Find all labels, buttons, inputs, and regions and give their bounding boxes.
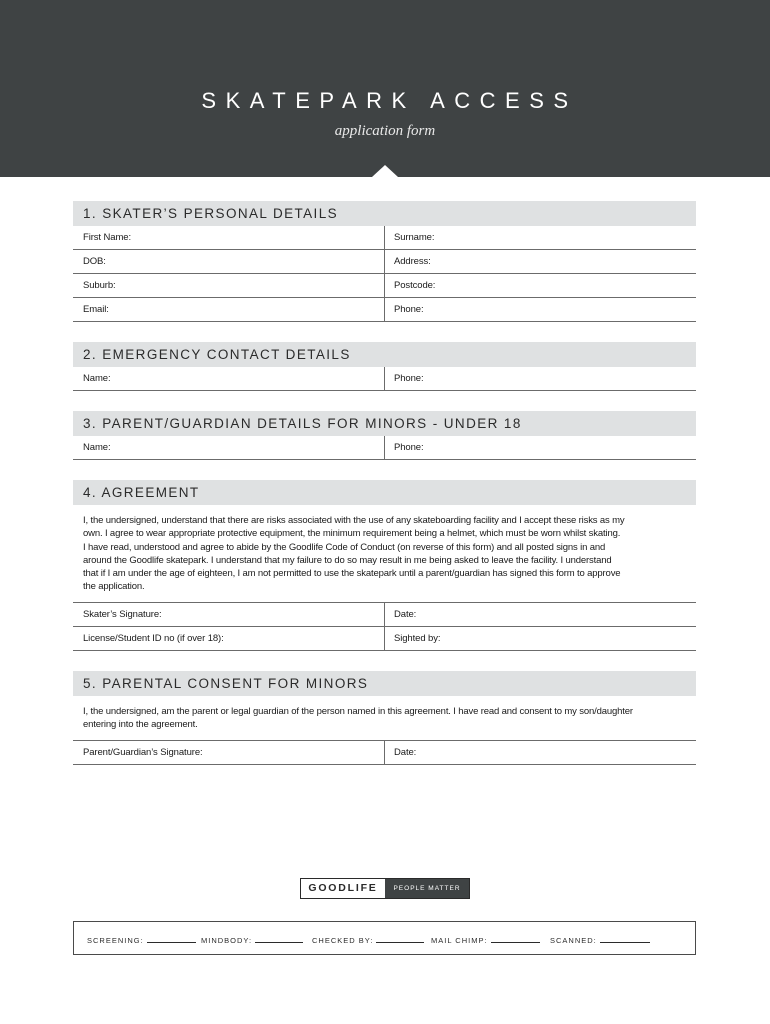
- postcode-field[interactable]: Postcode:: [384, 274, 694, 297]
- header-notch: [372, 165, 398, 177]
- surname-field[interactable]: Surname:: [384, 226, 694, 249]
- section-heading-personal-details: 1. SKATER’S PERSONAL DETAILS: [73, 201, 696, 226]
- form-row: [73, 740, 696, 765]
- dob-field[interactable]: DOB:: [83, 256, 106, 267]
- screening-label: SCREENING:: [87, 936, 144, 945]
- guardian-signature-field[interactable]: Parent/Guardian’s Signature:: [83, 747, 203, 758]
- form-row: [73, 602, 696, 627]
- consent-line: entering into the agreement.: [83, 719, 198, 731]
- logo-brand: GOODLIFE: [308, 882, 378, 894]
- mail-chimp-field[interactable]: [431, 934, 540, 945]
- agreement-date-field[interactable]: Date:: [384, 603, 694, 626]
- mindbody-label: MINDBODY:: [201, 936, 253, 945]
- form-row: [73, 250, 696, 274]
- form-row: [73, 627, 696, 651]
- first-name-field[interactable]: First Name:: [83, 232, 131, 243]
- scanned-line: [600, 934, 650, 943]
- section-heading-emergency-contact: 2. EMERGENCY CONTACT DETAILS: [73, 342, 696, 367]
- license-id-field[interactable]: License/Student ID no (if over 18):: [83, 633, 224, 644]
- agreement-line: I, the undersigned, understand that there are risks associated with the use of any skateboarding facility and I accept these risks as my: [83, 515, 625, 526]
- screening-field[interactable]: [87, 934, 196, 945]
- form-row: [73, 298, 696, 322]
- consent-text: [83, 705, 689, 732]
- consent-line: I, the undersigned, am the parent or legal guardian of the person named in this agreement. I have read and consent to my son/daughter: [83, 706, 633, 717]
- checked-by-line: [376, 934, 424, 943]
- section-heading-agreement: 4. AGREEMENT: [73, 480, 696, 505]
- skater-signature-field[interactable]: Skater’s Signature:: [83, 609, 162, 620]
- checked-by-label: CHECKED BY:: [312, 936, 374, 945]
- form-row: [73, 274, 696, 298]
- section-heading-parental-consent: 5. PARENTAL CONSENT FOR MINORS: [73, 671, 696, 696]
- page-subtitle: application form: [334, 123, 436, 139]
- mindbody-line: [255, 934, 303, 943]
- goodlife-logo: [300, 878, 470, 899]
- agreement-line: I have read, understood and agree to abide by the Goodlife Code of Conduct (on reverse of this form) and all posted signs in and: [83, 541, 606, 553]
- scanned-field[interactable]: [550, 934, 650, 945]
- form-row: [73, 226, 696, 250]
- guardian-name-field[interactable]: Name:: [83, 442, 111, 453]
- guardian-phone-field[interactable]: Phone:: [384, 436, 694, 459]
- form-row: [73, 367, 696, 391]
- mail-chimp-line: [491, 934, 540, 943]
- page-title: SKATEPARK ACCESS: [201, 88, 578, 113]
- suburb-field[interactable]: Suburb:: [83, 280, 116, 291]
- agreement-text: [83, 514, 689, 594]
- mail-chimp-label: MAIL CHIMP:: [431, 936, 488, 945]
- mindbody-field[interactable]: [201, 934, 303, 945]
- email-field[interactable]: Email:: [83, 304, 109, 315]
- agreement-line: around the Goodlife skatepark. I understand that my failure to do so may result in me being asked to leave the facility. I understand: [83, 554, 612, 566]
- agreement-line: own. I agree to wear appropriate protective equipment, the minimum requirement being a helmet, which must be worn whilst skating.: [83, 528, 621, 540]
- emergency-phone-field[interactable]: Phone:: [384, 367, 694, 390]
- scanned-label: SCANNED:: [550, 936, 597, 945]
- form-row: [73, 436, 696, 460]
- phone-field[interactable]: Phone:: [384, 298, 694, 321]
- checked-by-field[interactable]: [312, 934, 424, 945]
- screening-line: [147, 934, 196, 943]
- sighted-by-field[interactable]: Sighted by:: [384, 627, 694, 650]
- emergency-name-field[interactable]: Name:: [83, 373, 111, 384]
- office-use-box: [73, 921, 696, 955]
- address-field[interactable]: Address:: [384, 250, 694, 273]
- agreement-line: the application.: [83, 581, 145, 593]
- section-heading-parent-guardian: 3. PARENT/GUARDIAN DETAILS FOR MINORS - UNDER 18: [73, 411, 696, 436]
- consent-date-field[interactable]: Date:: [384, 741, 694, 764]
- agreement-line: that if I am under the age of eighteen, I am not permitted to use the skatepark until a parent/guardian has signed this form to approve: [83, 568, 621, 580]
- logo-tagline: PEOPLE MATTER: [385, 879, 469, 898]
- page-header: [0, 0, 770, 177]
